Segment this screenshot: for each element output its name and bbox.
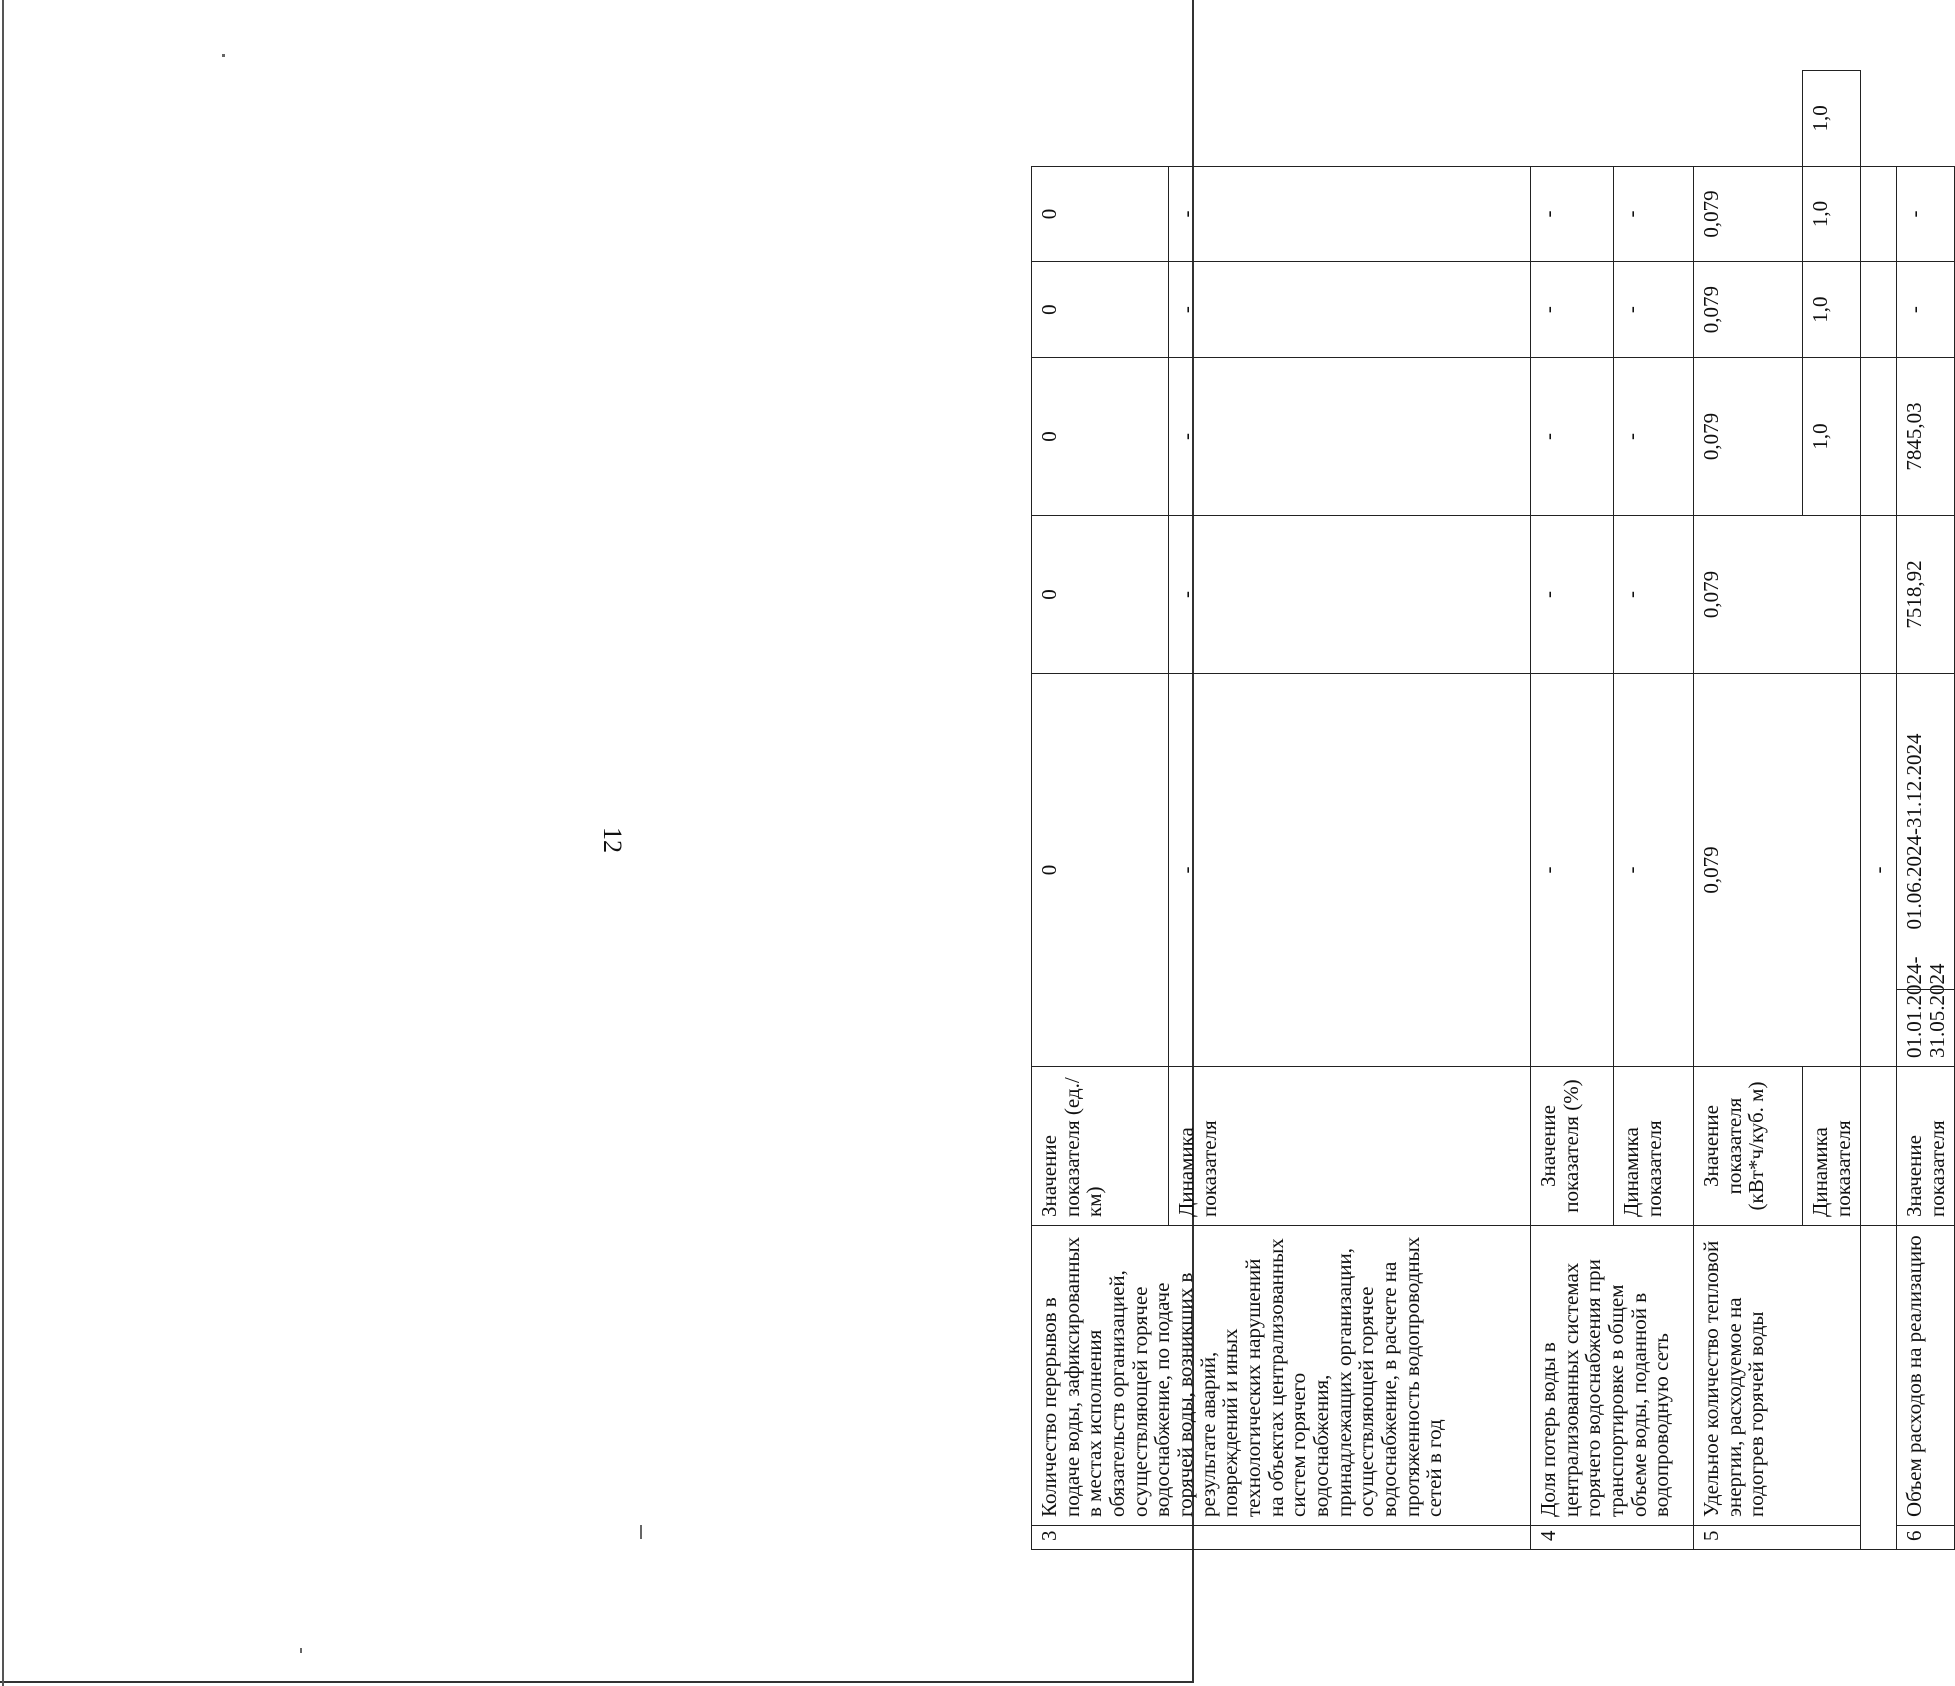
cell-value: - bbox=[1614, 166, 1694, 262]
spacer-cell bbox=[1861, 357, 1897, 515]
cell-value: 0 bbox=[1032, 166, 1169, 262]
cell-period: 01.06.2024-31.12.2024 bbox=[1897, 673, 1955, 989]
value-label: Значение показателя bbox=[1897, 1067, 1955, 1226]
scan-speck bbox=[640, 1525, 642, 1539]
scan-edge bbox=[2, 0, 4, 1686]
indicator-name: Доля потерь воды в централизованных системах горячего водоснабжения при транспортировке в общем объеме воды, поданной в водопроводную сеть bbox=[1531, 1226, 1694, 1526]
cell-value: - bbox=[1531, 673, 1614, 1066]
spacer-cell bbox=[1861, 1067, 1897, 1226]
scan-speck bbox=[300, 1648, 302, 1653]
cell-value: - bbox=[1169, 262, 1531, 358]
spacer-cell bbox=[1861, 515, 1897, 673]
rotated-table-wrapper bbox=[1031, 70, 1949, 1550]
cell-period: 01.01.2024-31.05.2024 bbox=[1897, 990, 1955, 1067]
cell-value: - bbox=[1614, 262, 1694, 358]
scan-speck bbox=[222, 54, 225, 57]
table-row bbox=[1032, 71, 1169, 1550]
cell-value: - bbox=[1169, 673, 1531, 1066]
cell-value: 0 bbox=[1032, 515, 1169, 673]
cell-value: - bbox=[1531, 262, 1614, 358]
cell-value: - bbox=[1614, 357, 1694, 515]
cell-value: - bbox=[1531, 357, 1614, 515]
cell-value: 0,079 bbox=[1694, 673, 1861, 1066]
cell-value: 0,079 bbox=[1694, 262, 1803, 358]
indicator-name: Количество перерывов в подаче воды, зафиксированных в местах исполнения обязательств организацией, осуществляющей горячее водоснабжение, по подаче горячей воды, возникших в результате аварий, повреждений и иных технологических нарушений на объектах централизованных систем горячего водоснабжения, принадлежащих организации, осуществляющей горячее водоснабжение, в расчете на протяженность водопроводных сетей в год bbox=[1032, 1226, 1531, 1526]
spacer-cell bbox=[1861, 166, 1897, 262]
indicator-name: Объем расходов на реализацию bbox=[1897, 1226, 1955, 1526]
spacer-cell bbox=[1861, 1226, 1897, 1550]
cell-value: - bbox=[1614, 673, 1694, 1066]
cell-value: 7845,03 bbox=[1897, 357, 1955, 515]
indicator-name: Удельное количество тепловой энергии, расходуемое на подогрев горячей воды bbox=[1694, 1226, 1861, 1526]
row-number: 4 bbox=[1531, 1526, 1694, 1550]
dynamics-label: Динамика показателя bbox=[1614, 1067, 1694, 1226]
page-number: 12 bbox=[598, 827, 627, 853]
cell-value: - bbox=[1861, 673, 1897, 1066]
table-row bbox=[1897, 71, 1955, 1550]
cell-value: - bbox=[1897, 166, 1955, 262]
cell-value: 0,079 bbox=[1694, 166, 1803, 262]
table-row bbox=[1531, 71, 1614, 1550]
row-number: 6 bbox=[1897, 1526, 1955, 1550]
row-number: 5 bbox=[1694, 1526, 1861, 1550]
cell-value: 1,0 bbox=[1803, 166, 1861, 262]
table-row bbox=[1861, 71, 1897, 1550]
value-label: Значение показателя (кВт*ч/куб. м) bbox=[1694, 1067, 1803, 1226]
cell-value: 1,0 bbox=[1803, 357, 1861, 515]
table-row bbox=[1694, 71, 1803, 1550]
value-label: Значение показателя (%) bbox=[1531, 1067, 1614, 1226]
cell-value: 0 bbox=[1032, 262, 1169, 358]
spacer-cell bbox=[1861, 262, 1897, 358]
cell-value: - bbox=[1169, 357, 1531, 515]
cell-value: 0,079 bbox=[1694, 515, 1861, 673]
cell-value: 7518,92 bbox=[1897, 515, 1955, 673]
cell-value: 1,0 bbox=[1803, 71, 1861, 167]
cell-value: 0,079 bbox=[1694, 357, 1803, 515]
cell-value: - bbox=[1531, 515, 1614, 673]
cell-value: - bbox=[1169, 515, 1531, 673]
cell-value: 1,0 bbox=[1803, 262, 1861, 358]
cell-value: - bbox=[1531, 166, 1614, 262]
cell-value: - bbox=[1897, 262, 1955, 358]
dynamics-label: Динамика показателя bbox=[1169, 1067, 1531, 1226]
cell-value: - bbox=[1169, 166, 1531, 262]
dynamics-label: Динамика показателя bbox=[1803, 1067, 1861, 1226]
cell-value: 0 bbox=[1032, 357, 1169, 515]
value-label: Значение показателя (ед./км) bbox=[1032, 1067, 1169, 1226]
row-number: 3 bbox=[1032, 1526, 1531, 1550]
cell-value: 0 bbox=[1032, 673, 1169, 1066]
indicators-table bbox=[1031, 70, 1955, 1550]
cell-value: - bbox=[1614, 515, 1694, 673]
